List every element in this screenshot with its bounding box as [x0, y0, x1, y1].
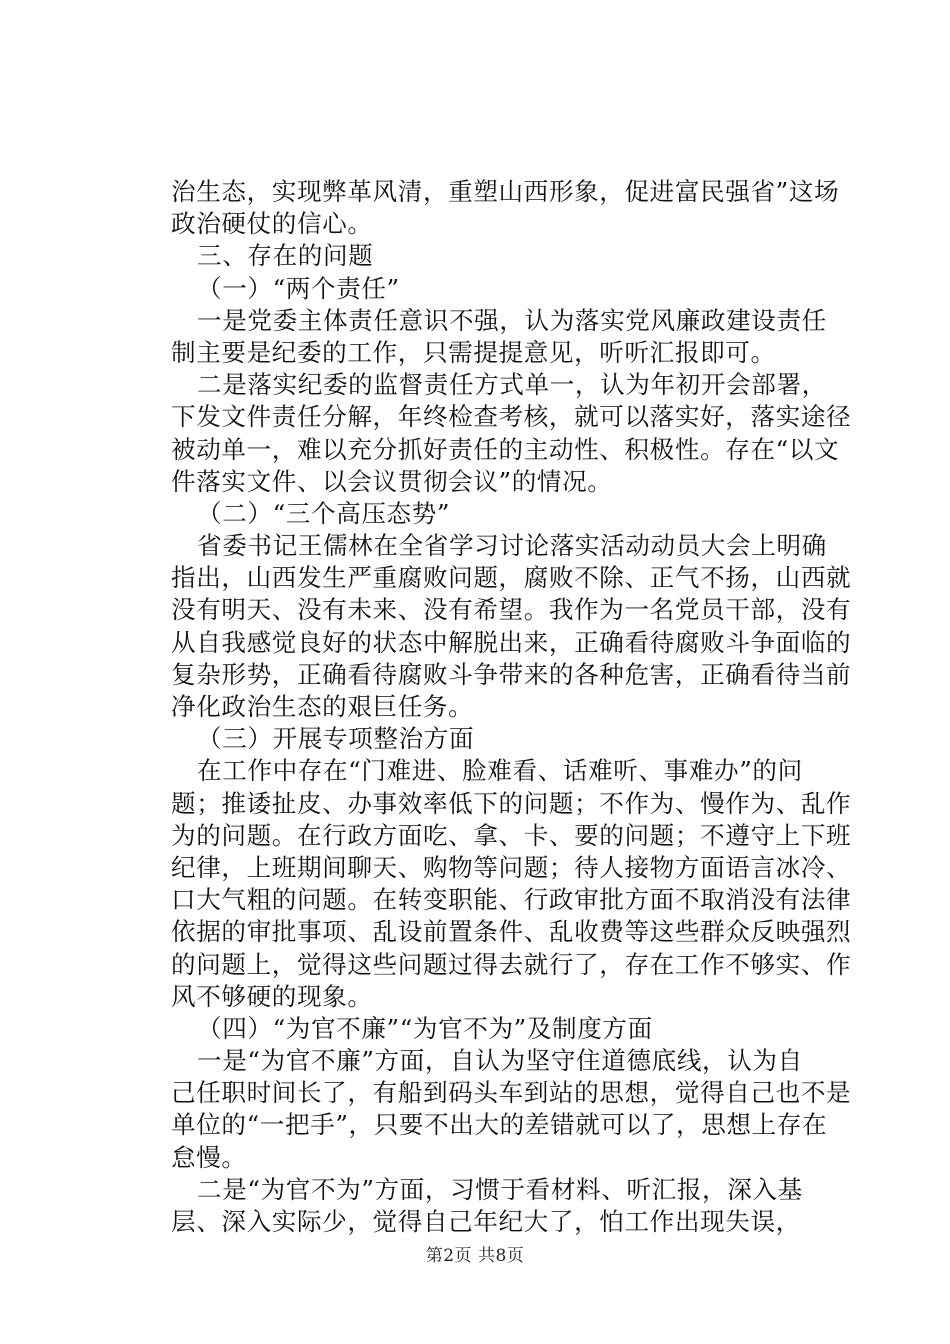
page-footer: 第2页 共8页: [425, 1246, 525, 1266]
text-line: 没有明天、没有未来、没有希望。我作为一名党员干部，没有: [171, 595, 852, 625]
text-line: 三、存在的问题: [197, 241, 374, 271]
text-line: （四）“为官不廉”“为官不为”及制度方面: [197, 1013, 653, 1043]
text-line: 下发文件责任分解，年终检查考核，就可以落实好，落实途径: [171, 402, 852, 432]
text-line: 为的问题。在行政方面吃、拿、卡、要的问题；不遵守上下班: [171, 820, 852, 850]
text-line: 依据的审批事项、乱设前置条件、乱收费等这些群众反映强烈: [171, 917, 852, 947]
text-line: 政治硬仗的信心。: [171, 209, 373, 239]
text-line: 省委书记王儒林在全省学习讨论落实活动动员大会上明确: [197, 531, 827, 561]
text-line: 件落实文件、以会议贯彻会议”的情况。: [171, 466, 613, 496]
text-line: （二）“三个高压态势”: [197, 498, 451, 528]
text-line: 从自我感觉良好的状态中解脱出来，正确看待腐败斗争面临的: [171, 627, 852, 657]
text-line: 题；推诿扯皮、办事效率低下的问题；不作为、慢作为、乱作: [171, 788, 852, 818]
text-line: 的问题上，觉得这些问题过得去就行了，存在工作不够实、作: [171, 949, 852, 979]
text-line: 风不够硬的现象。: [171, 981, 373, 1011]
text-line: 制主要是纪委的工作，只需提提意见，听听汇报即可。: [171, 337, 776, 367]
text-line: 二是“为官不为”方面，习惯于看材料、听汇报，深入基: [197, 1174, 803, 1204]
text-line: 净化政治生态的艰巨任务。: [171, 692, 474, 721]
text-line: （三）开展专项整治方面: [197, 724, 475, 754]
text-line: 被动单一，难以充分抓好责任的主动性、积极性。存在“以文: [171, 434, 840, 464]
text-line: 指出，山西发生严重腐败问题，腐败不除、正气不扬，山西就: [171, 563, 852, 593]
text-line: 复杂形势，正确看待腐败斗争带来的各种危害，正确看待当前: [171, 659, 852, 689]
text-line: 层、深入实际少，觉得自己年纪大了，怕工作出现失误，: [171, 1207, 801, 1236]
text-line: （一）“两个责任”: [197, 273, 400, 303]
text-line: 口大气粗的问题。在转变职能、行政审批方面不取消没有法律: [171, 885, 852, 915]
text-line: 治生态，实现弊革风清，重塑山西形象，促进富民强省”这场: [171, 177, 840, 206]
text-line: 在工作中存在“门难进、脸难看、话难听、事难办”的问: [197, 756, 803, 786]
text-line: 单位的“一把手”，只要不出大的差错就可以了，思想上存在: [171, 1110, 828, 1140]
text-line: 一是党委主体责任意识不强，认为落实党风廉政建设责任: [197, 305, 827, 335]
text-line: 一是“为官不廉”方面，自认为坚守住道德底线，认为自: [197, 1046, 803, 1076]
text-line: 己任职时间长了，有船到码头车到站的思想，觉得自己也不是: [171, 1078, 852, 1108]
text-line: 纪律，上班期间聊天、购物等问题；待人接物方面语言冰冷、: [171, 852, 852, 882]
document-body: [171, 176, 852, 1238]
text-line: 怠慢。: [171, 1142, 247, 1172]
text-line: 二是落实纪委的监督责任方式单一，认为年初开会部署，: [197, 370, 827, 400]
